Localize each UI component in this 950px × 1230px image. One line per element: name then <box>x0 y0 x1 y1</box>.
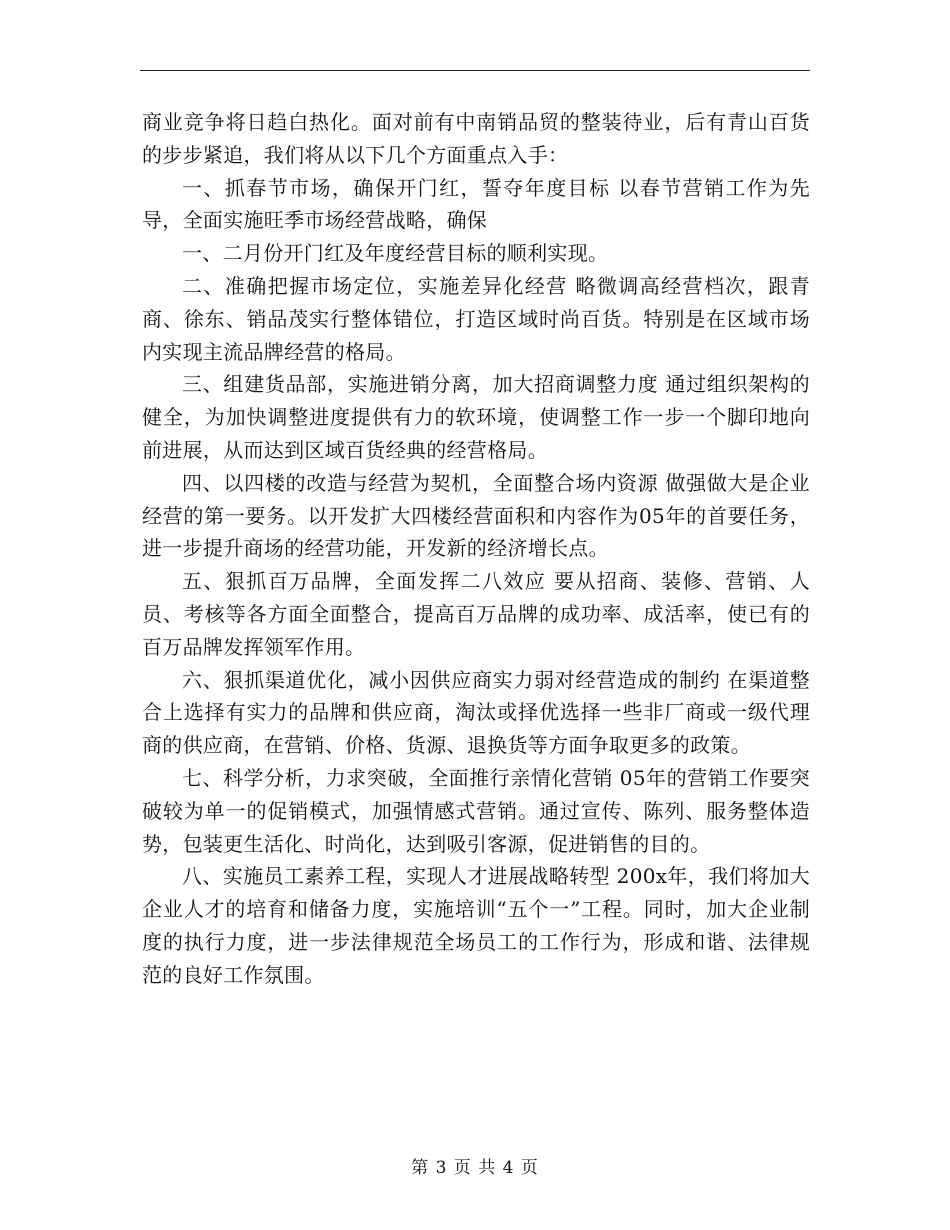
header-rule <box>140 70 810 71</box>
paragraph-item-8: 八、实施员工素养工程，实现人才进展战略转型 200x年，我们将加大企业人才的培育和储备力度，实施培训“五个一”工程。同时，加大企业制度的执行力度，进一步法律规范全场员工的工作行为，形成和谐、法律规范的良好工作氛围。 <box>142 864 810 987</box>
paragraph-item-4: 四、以四楼的改造与经营为契机，全面整合场内资源 做强做大是企业经营的第一要务。以开发扩大四楼经营面积和内容作为05年的首要任务，进一步提升商场的经营功能，开发新的经济增长点。 <box>142 470 810 561</box>
paragraph-item-6: 六、狠抓渠道优化，减小因供应商实力弱对经营造成的制约 在渠道整合上选择有实力的品牌和供应商，淘汰或择优选择一些非厂商或一级代理商的供应商，在营销、价格、货源、退换货等方面争取更多的政策。 <box>142 667 810 758</box>
paragraph-item-3: 三、组建货品部，实施进销分离，加大招商调整力度 通过组织架构的健全，为加快调整进度提供有力的软环境，使调整工作一步一个脚印地向前进展，从而达到区域百货经典的经营格局。 <box>142 372 810 462</box>
paragraph-item-1: 一、抓春节市场，确保开门红，誓夺年度目标 以春节营销工作为先导，全面实施旺季市场经营战略，确保 <box>142 175 810 233</box>
document-body <box>142 106 810 992</box>
paragraph-intro: 商业竞争将日趋白热化。面对前有中南销品贸的整装待业，后有青山百货的步步紧追，我们将从以下几个方面重点入手： <box>142 110 810 167</box>
paragraph-item-1-continued: 一、二月份开门红及年度经营目标的顺利实现。 <box>182 241 609 266</box>
paragraph-item-7: 七、科学分析，力求突破，全面推行亲情化营销 05年的营销工作要突破较为单一的促销模式，加强情感式营销。通过宣传、陈列、服务整体造势，包装更生活化、时尚化，达到吸引客源，促进销售的目的。 <box>142 765 810 856</box>
paragraph-item-2: 二、准确把握市场定位，实施差异化经营 略微调高经营档次，跟青商、徐东、销品茂实行整体错位，打造区域时尚百货。特别是在区域市场内实现主流品牌经营的格局。 <box>142 273 810 364</box>
page-number-footer: 第 3 页 共 4 页 <box>411 1158 539 1178</box>
paragraph-item-5: 五、狠抓百万品牌，全面发挥二八效应 要从招商、装修、营销、人员、考核等各方面全面整合，提高百万品牌的成功率、成活率，使已有的百万品牌发挥领军作用。 <box>142 569 810 659</box>
